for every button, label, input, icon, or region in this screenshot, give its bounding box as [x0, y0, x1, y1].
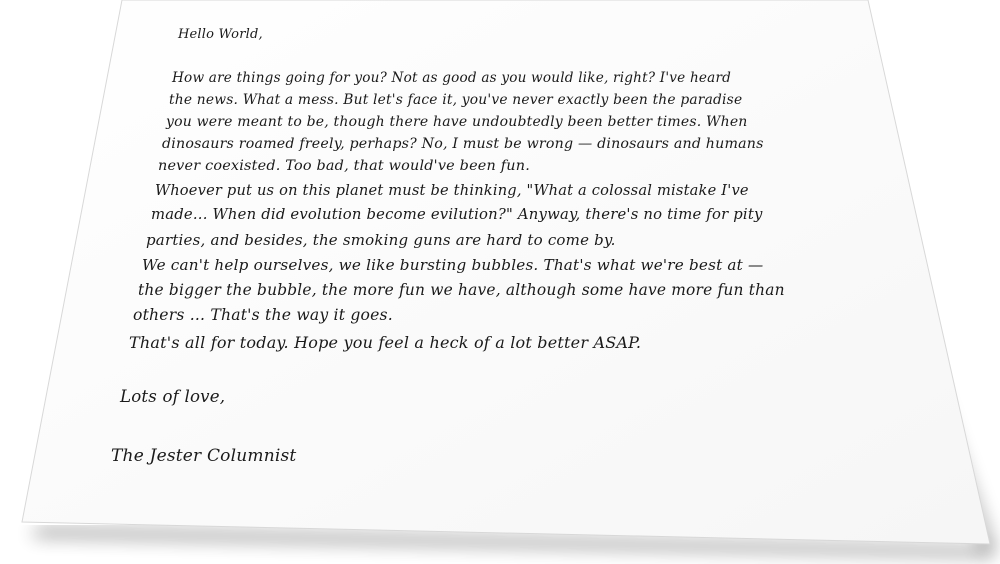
letter-line: We can't help ourselves, we like bursting bubbles. That's what we're best at — — [142, 256, 764, 274]
letter-line: others ... That's the way it goes. — [133, 306, 393, 324]
letter-line: Whoever put us on this planet must be thinking, "What a colossal mistake I've — [155, 182, 749, 199]
letter-line: That's all for today. Hope you feel a heck of a lot better ASAP. — [129, 333, 642, 352]
letter-line: dinosaurs roamed freely, perhaps? No, I must be wrong — dinosaurs and humans — [162, 136, 764, 152]
letter-line: never coexisted. Too bad, that would've been fun. — [158, 158, 530, 174]
letter-line: How are things going for you? Not as good as you would like, right? I've heard — [172, 70, 732, 86]
letter-line: the bigger the bubble, the more fun we have, although some have more fun than — [138, 281, 785, 299]
letter-line: the news. What a mess. But let's face it, you've never exactly been the paradise — [169, 92, 743, 108]
letter-signature: The Jester Columnist — [111, 446, 297, 466]
letter-line: made... When did evolution become evilution?" Anyway, there's no time for pity — [151, 206, 763, 223]
letter-line: you were meant to be, though there have undoubtedly been better times. When — [166, 114, 748, 130]
letter-line: parties, and besides, the smoking guns are hard to come by. — [146, 231, 616, 249]
letter-greeting: Hello World, — [178, 27, 263, 42]
letter-closing: Lots of love, — [120, 387, 226, 406]
